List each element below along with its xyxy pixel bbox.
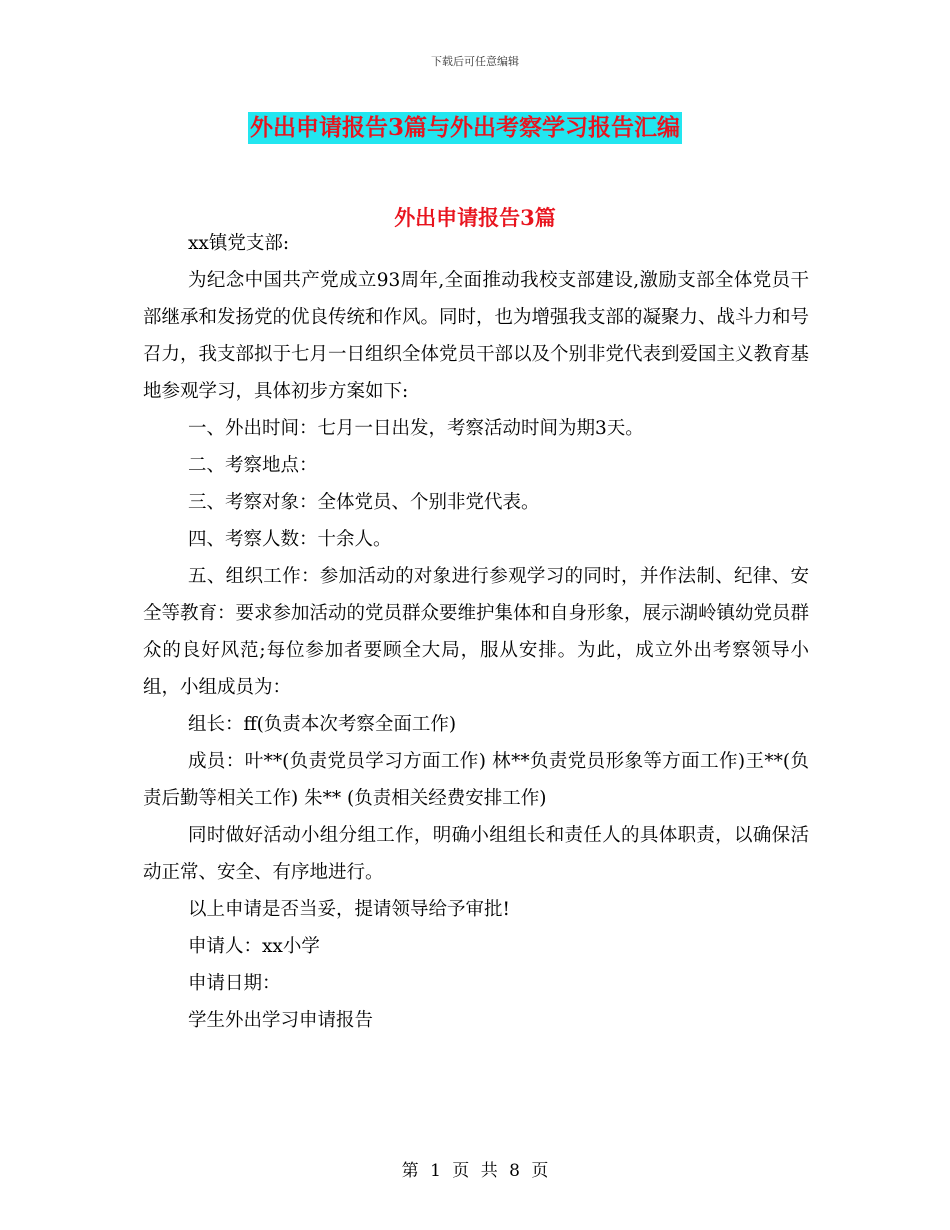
paragraph: 一、外出时间：七月一日出发，考察活动时间为期3天。 [188, 418, 644, 439]
paragraph: 以上申请是否当妥，提请领导给予审批! [188, 899, 510, 920]
section-title: 外出申请报告3篇 [394, 205, 556, 230]
paragraph: 四、考察人数：十余人。 [188, 529, 392, 550]
paragraph: 同时做好活动小组分组工作，明确小组组长和责任人的具体职责，以确保活动正常、安全、有序地进行。 [143, 825, 809, 883]
paragraph: 成员：叶**(负责党员学习方面工作) 林**负责党员形象等方面工作)王**(负责后勤等相关工作) 朱** (负责相关经费安排工作) [143, 751, 809, 809]
paragraph: 三、考察对象：全体党员、个别非党代表。 [188, 492, 540, 513]
paragraph: 申请日期： [188, 973, 281, 994]
document-body [143, 225, 809, 1039]
paragraph: 五、组织工作：参加活动的对象进行参观学习的同时，并作法制、纪律、安全等教育：要求参加活动的党员群众要维护集体和自身形象，展示湖岭镇幼党员群众的良好风范;每位参加者要顾全大局，服从安排。为此，成立外出考察领导小组，小组成员为： [143, 566, 810, 698]
paragraph: 二、考察地点： [188, 455, 318, 476]
paragraph: 申请人：xx小学 [188, 936, 320, 957]
paragraph: xx镇党支部: [188, 233, 290, 254]
paragraph: 为纪念中国共产党成立93周年,全面推动我校支部建设,激励支部全体党员干部继承和发扬党的优良传统和作风。同时，也为增强我支部的凝聚力、战斗力和号召力，我支部拟于七月一日组织全体党员干部以及个别非党代表到爱国主义教育基地参观学习，具体初步方案如下: [143, 270, 810, 402]
paragraph: 学生外出学习申请报告 [188, 1010, 374, 1031]
header-note: 下载后可任意编辑 [431, 55, 519, 68]
paragraph: 组长：ff(负责本次考察全面工作) [188, 714, 457, 735]
page-footer: 第 1 页 共 8 页 [401, 1161, 549, 1181]
document-title: 外出申请报告3篇与外出考察学习报告汇编 [248, 112, 682, 144]
